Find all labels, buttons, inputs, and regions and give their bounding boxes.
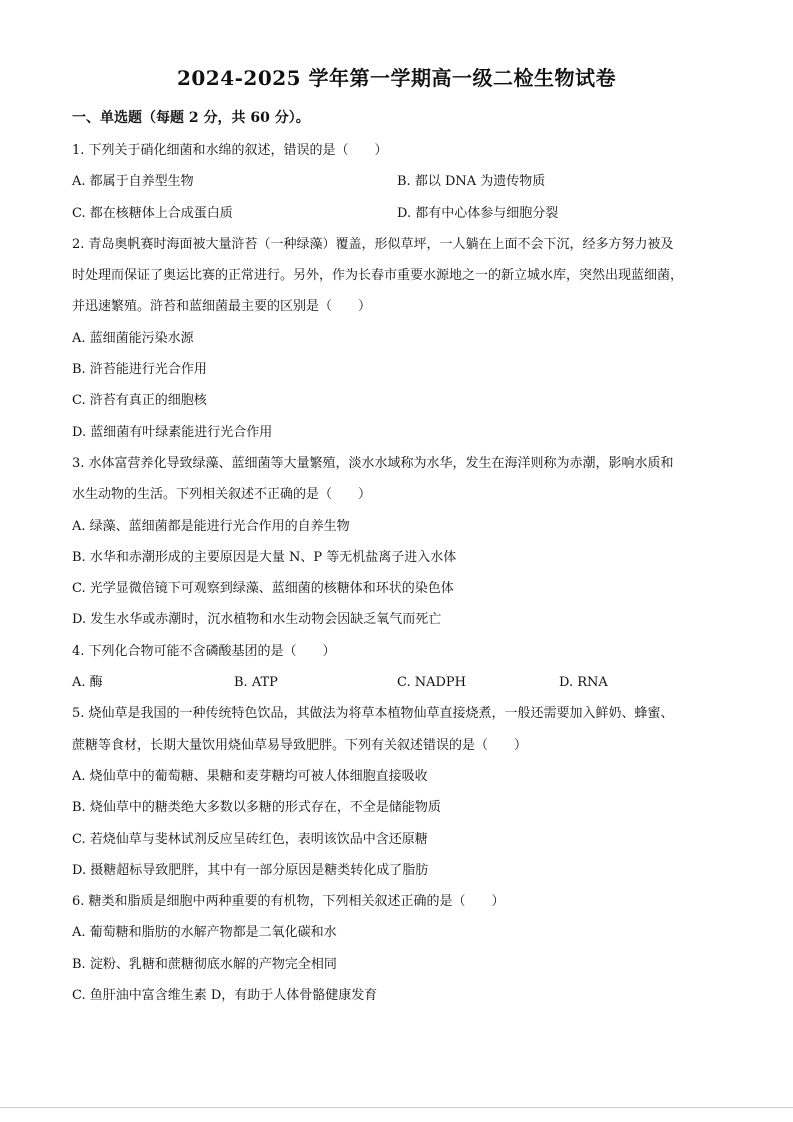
question-1-stem: 1. 下列关于硝化细菌和水绵的叙述，错误的是（ ）: [72, 143, 388, 158]
question-2-option-d: D. 蓝细菌有叶绿素能进行光合作用: [72, 424, 273, 440]
question-4-stem: 4. 下列化合物可能不含磷酸基团的是（ ）: [72, 643, 336, 659]
question-3-option-b: B. 水华和赤潮形成的主要原因是大量 N、P 等无机盐离子进入水体: [72, 549, 457, 565]
question-3-option-d: D. 发生水华或赤潮时，沉水植物和水生动物会因缺乏氧气而死亡: [72, 612, 442, 628]
question-5-option-a: A. 烧仙草中的葡萄糖、果糖和麦芽糖均可被人体细胞直接吸收: [72, 768, 428, 784]
question-4-options-row: [72, 667, 722, 698]
question-6-option-b: B. 淀粉、乳糖和蔗糖彻底水解的产物完全相同: [72, 956, 337, 972]
question-1-option-a: A. 都属于自养型生物: [72, 174, 194, 190]
question-1-option-b: B. 都以 DNA 为遗传物质: [397, 174, 546, 190]
question-6-option-a: A. 葡萄糖和脂肪的水解产物都是二氧化碳和水: [72, 925, 337, 941]
question-2-option-a: A. 蓝细菌能污染水源: [72, 330, 194, 346]
question-3-option-c: C. 光学显微倍镜下可观察到绿藻、蓝细菌的核糖体和环状的染色体: [72, 581, 454, 597]
question-3-stem-line-2: 水生动物的生活。下列相关叙述不正确的是（ ）: [72, 487, 372, 503]
question-3-stem-line-1: 3. 水体富营养化导致绿藻、蓝细菌等大量繁殖，淡水水域称为水华，发生在海洋则称为赤潮，影响水质和: [72, 455, 674, 471]
question-1-options-row-2: [72, 198, 722, 229]
question-2-stem-line-2: 时处理而保证了奥运比赛的正常进行。另外，作为长春市重要水源地之一的新立城水库，突然出现蓝细菌，: [72, 268, 684, 284]
question-list: [72, 135, 722, 1011]
question-5-option-d: D. 摄糖超标导致肥胖，其中有一部分原因是糖类转化成了脂肪: [72, 862, 429, 878]
question-5-option-b: B. 烧仙草中的糖类绝大多数以多糖的形式存在，不全是储能物质: [72, 800, 441, 816]
question-5-stem-line-2: 蔗糖等食材，长期大量饮用烧仙草易导致肥胖。下列有关叙述错误的是（ ）: [72, 737, 528, 753]
question-2-option-c: C. 浒苔有真正的细胞核: [72, 393, 207, 409]
question-5-stem-line-1: 5. 烧仙草是我国的一种传统特色饮品，其做法为将草本植物仙草直接烧煮，一般还需要加入鲜奶、蜂蜜、: [72, 706, 674, 722]
question-6-option-c: C. 鱼肝油中富含维生素 D，有助于人体骨骼健康发育: [72, 988, 378, 1004]
question-1-option-c: C. 都在核糖体上合成蛋白质: [72, 205, 233, 221]
page-bottom-rule: [0, 1107, 793, 1108]
question-4-option-c: C. NADPH: [397, 675, 467, 691]
question-5-option-c: C. 若烧仙草与斐林试剂反应呈砖红色，表明该饮品中含还原糖: [72, 831, 428, 847]
page-title: 2024-2025 学年第一学期高一级二检生物试卷: [176, 66, 617, 90]
question-6-stem: 6. 糖类和脂质是细胞中两种重要的有机物，下列相关叙述正确的是（ ）: [72, 894, 505, 910]
question-4-option-b: B. ATP: [234, 675, 278, 691]
question-3-option-a: A. 绿藻、蓝细菌都是能进行光合作用的自养生物: [72, 518, 350, 534]
section-heading: 一、单选题（每题 2 分，共 60 分）。: [72, 110, 310, 126]
question-4-option-a: A. 酶: [72, 675, 103, 691]
question-2-option-b: B. 浒苔能进行光合作用: [72, 362, 207, 378]
question-1-options-row-1: [72, 166, 722, 197]
question-1-option-d: D. 都有中心体参与细胞分裂: [397, 205, 559, 221]
question-4-option-d: D. RNA: [559, 675, 608, 691]
question-2-stem-line-3: 并迅速繁殖。浒苔和蓝细菌最主要的区别是（ ）: [72, 299, 372, 315]
question-2-stem-line-1: 2. 青岛奥帆赛时海面被大量浒苔（一种绿藻）覆盖，形似草坪，一人躺在上面不会下沉，经多方努力被及: [72, 236, 674, 252]
